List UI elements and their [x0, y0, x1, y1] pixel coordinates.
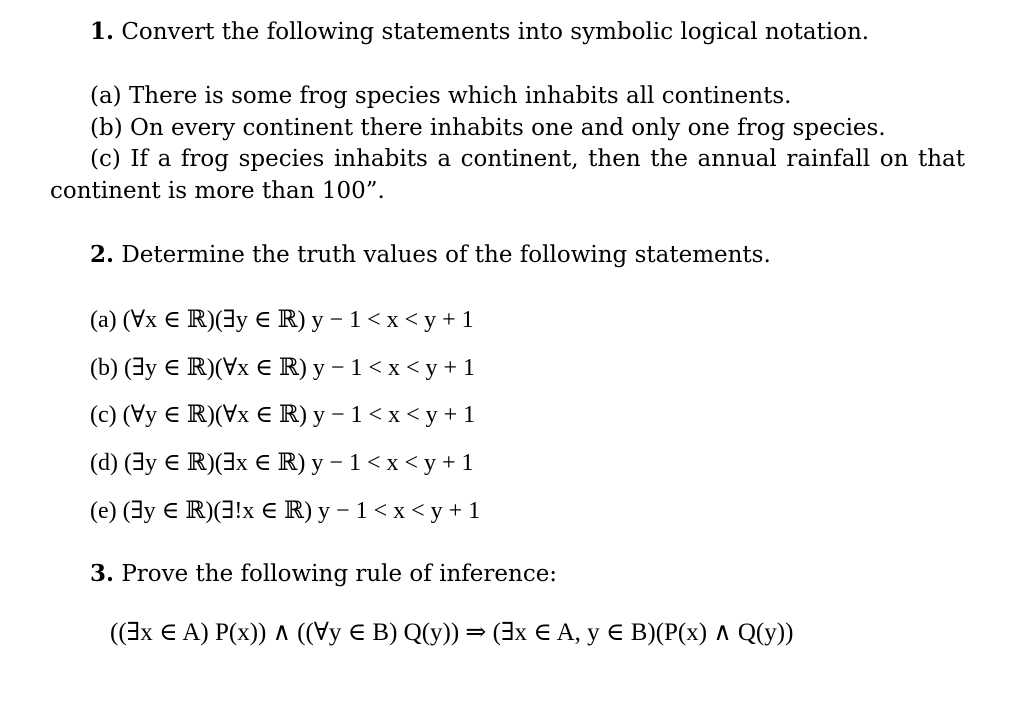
question-1-number: 1.: [90, 18, 115, 45]
question-1-part-a: (a) There is some frog species which inhabits all continents.: [90, 83, 792, 109]
question-3-heading: [90, 560, 557, 588]
question-2-part-b: (b) (∃y ∈ ℝ)(∀x ∈ ℝ) y − 1 < x < y + 1: [90, 355, 476, 381]
question-3-text: Prove the following rule of inference:: [121, 561, 558, 587]
question-2-number: 2.: [90, 241, 115, 268]
question-3-number: 3.: [90, 560, 115, 587]
question-1-part-c: (c) If a frog species inhabits a continent, then the annual rainfall on that: [90, 146, 965, 172]
question-2-part-d: (d) (∃y ∈ ℝ)(∃x ∈ ℝ) y − 1 < x < y + 1: [90, 450, 474, 476]
question-1-heading: [90, 18, 869, 46]
question-2-text: Determine the truth values of the following statements.: [121, 242, 771, 268]
question-3-formula: ((∃x ∈ A) P(x)) ∧ ((∀y ∈ B) Q(y)) ⇒ (∃x ∈ A, y ∈ B)(P(x) ∧ Q(y)): [110, 619, 794, 646]
question-2-heading: [90, 241, 771, 269]
question-1-text: Convert the following statements into symbolic logical notation.: [121, 19, 870, 45]
question-1-part-b: (b) On every continent there inhabits one and only one frog species.: [90, 115, 886, 141]
question-2-part-e: (e) (∃y ∈ ℝ)(∃!x ∈ ℝ) y − 1 < x < y + 1: [90, 498, 481, 524]
question-2-part-c: (c) (∀y ∈ ℝ)(∀x ∈ ℝ) y − 1 < x < y + 1: [90, 402, 476, 428]
question-1-part-c-continuation: continent is more than 100”.: [50, 178, 385, 204]
question-2-part-a: (a) (∀x ∈ ℝ)(∃y ∈ ℝ) y − 1 < x < y + 1: [90, 307, 474, 333]
